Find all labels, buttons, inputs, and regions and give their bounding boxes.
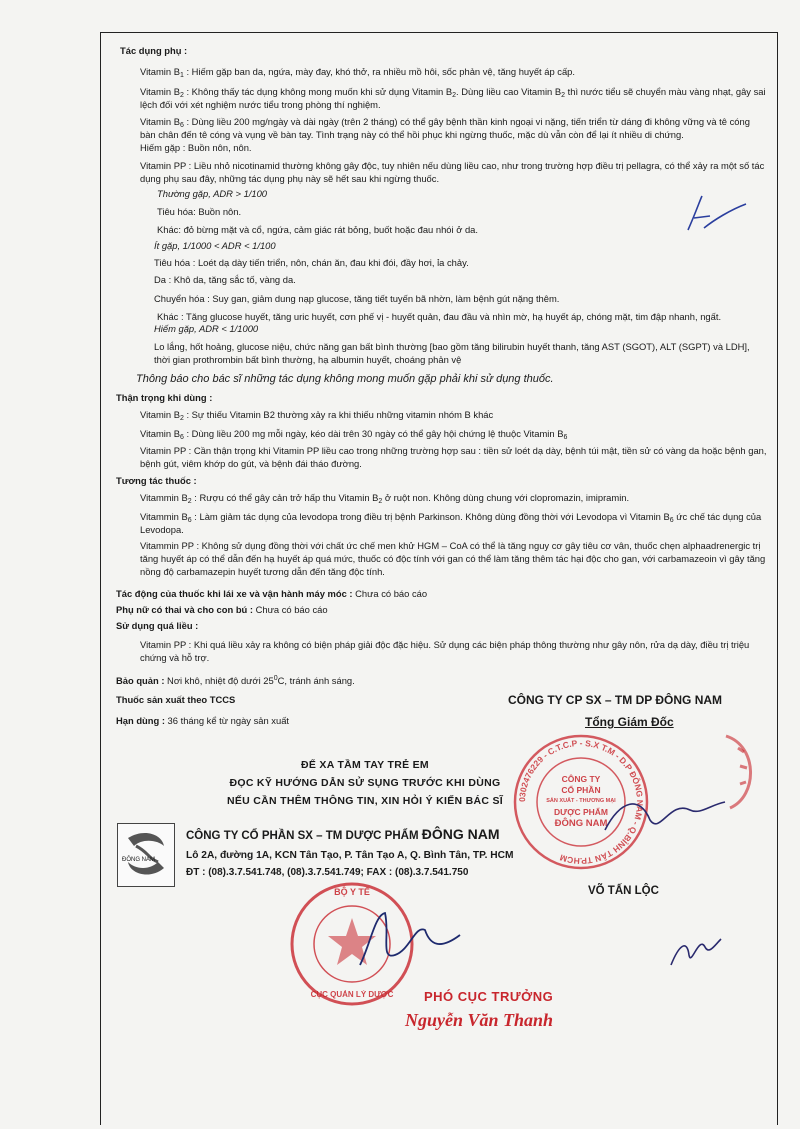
uncommon-metabolic: Chuyển hóa : Suy gan, giảm dung nạp glucose, tăng tiết tuyến bã nhờn, làm bệnh gút nặng thêm. — [154, 293, 560, 304]
manufacturer-logo — [117, 823, 175, 887]
uncommon-digestive: Tiêu hóa : Loét dạ dày tiến triển, nôn, chán ăn, đau khi đói, đầy hơi, ỉa chảy. — [154, 257, 469, 268]
common-other: Khác: đỏ bừng mặt và cổ, ngứa, cảm giác rát bỏng, buốt hoặc đau nhói ở da. — [157, 224, 478, 235]
common-heading: Thường gặp, ADR > 1/100 — [157, 188, 268, 199]
precaution-b6: Vitamin $B_6$ : Dùng liều 200 mg mỗi ngày, kéo dài trên 30 ngày có thể gây hội chứng lệ thuộc Vitamin $B_6$ — [140, 428, 568, 441]
ministry-stamp-bottom: CỤC QUẢN LÝ DƯỢC — [310, 990, 394, 999]
interactions-heading: Tương tác thuốc : — [116, 475, 197, 486]
approval-title: PHÓ CỤC TRƯỞNG — [424, 989, 554, 1004]
precaution-b2: Vitamin $B_2$ : Sự thiếu Vitamin B2 thường xảy ra khi thiếu những vitamin nhóm B khác — [140, 409, 494, 422]
side-effect-b6: Vitamin $B_6$ : Dùng liều 200 mg/ngày và dài ngày (trên 2 tháng) có thể gây bệnh thần kinh ngoại vi nặng, tiến triển từ dáng đi không vững và tê cóng bàn chân đến tê cóng và vụng về bàn tay. Tình trạng này có thể hồi phục khi ngừng thuốc, mặc dù vẫn còn để lại ít nhiều di chứng. Hiếm gặp : Buồn nôn, nôn. — [140, 116, 750, 153]
overdose-heading: Sử dụng quá liều : — [116, 620, 199, 631]
approval-signature-icon — [350, 905, 470, 975]
uncommon-other: Khác : Tăng glucose huyết, tăng uric huyết, cơn phế vị - huyết quản, đau đầu và nhìn mờ, hạ huyết áp, chóng mặt, tim đập nhanh, ngất. — [157, 311, 722, 322]
signatory-title: Tổng Giám Đốc — [585, 715, 674, 729]
side-effect-b1: Vitamin $B_1$ : Hiếm gặp ban da, ngứa, mày đay, khó thở, ra nhiều mồ hôi, sốc phản vệ, tăng huyết áp cấp. — [140, 66, 575, 79]
interaction-b2: Vitammin $B_2$ : Rượu có thể gây cản trở hấp thu Vitamin $B_2$ ở ruột non. Không dùng chung với clopromazin, imipramin. — [140, 492, 630, 505]
company-stamp-ring: 0302476229 - C.T.C.P - S.X T.M - D.P ĐÔNG NAM - Q.BÌNH TÂN TP.HCM — [516, 737, 646, 867]
warning-line-1: ĐỂ XA TẦM TAY TRẺ EM — [301, 759, 429, 771]
manufacturer-address: Lô 2A, đường 1A, KCN Tân Tạo, P. Tân Tạo A, Q. Bình Tân, TP. HCM — [186, 850, 514, 861]
side-effects-heading: Tác dụng phụ : — [120, 45, 188, 56]
overdose-pp: Vitamin PP : Khi quá liều xảy ra không có biện pháp giải độc đặc hiệu. Sử dụng các biện pháp thông thường như gây nôn, rửa dạ dày, điều trị triệu chứng và hỗ trợ. — [140, 639, 750, 663]
logo-text: ĐÔNG NAM — [122, 857, 155, 863]
company-stamp-text: CÔNG TY CỔ PHẦN SẢN XUẤT - THƯƠNG MẠI DƯỢC PHẨM ĐÔNG NAM — [546, 774, 616, 829]
uncommon-heading: Ít gặp, 1/1000 < ADR < 1/100 — [154, 240, 276, 251]
ministry-stamp-top: BỘ Y TẾ — [334, 887, 370, 897]
expiry-row: Hạn dùng : 36 tháng kể từ ngày sản xuất — [116, 715, 290, 726]
pregnancy-row: Phụ nữ có thai và cho con bú : Chưa có báo cáo — [116, 604, 328, 615]
manufacturer-phone: ĐT : (08).3.7.541.748, (08).3.7.541.749; FAX : (08).3.7.541.750 — [186, 867, 469, 878]
storage-row: Bảo quản : Nơi khô, nhiệt độ dưới $25^0C$, tránh ánh sáng. — [116, 675, 355, 687]
interaction-b6: Vitammin $B_6$ : Làm giảm tác dụng của levodopa trong điều trị bệnh Parkinson. Không dùng đồng thời với Levodopa vì Vitamin $B_6$ ức chế tác dụng của Levodopa. — [140, 511, 762, 535]
initials-signature-icon — [665, 925, 725, 975]
manufacturer-name: CÔNG TY CỔ PHẦN SX – TM DƯỢC PHẨM ĐÔNG NAM — [186, 826, 500, 842]
rare-heading: Hiếm gặp, ADR < 1/1000 — [154, 323, 259, 334]
side-effect-b2: Vitamin $B_2$ : Không thấy tác dụng không mong muốn khi sử dụng Vitamin $B_2$. Dùng liều cao Vitamin $B_2$ thì nước tiểu sẽ chuyển màu vàng nhạt, gây sai lệch đối với xét nghiệm nước tiểu trong phòng thí nghiệm. — [140, 86, 766, 110]
notify-doctor: Thông báo cho bác sĩ những tác dụng không mong muốn gặp phải khi sử dụng thuốc. — [136, 373, 554, 385]
warning-line-3: NẾU CẦN THÊM THÔNG TIN, XIN HỎI Ý KIẾN BÁC SĨ — [226, 795, 503, 807]
standard-text: Thuốc sản xuất theo TCCS — [116, 694, 236, 705]
interaction-pp: Vitammin PP : Không sử dụng đồng thời với chất ức chế men khử HGM – CoA có thể là tăng nguy cơ gây tiêu cơ vân, thuốc chẹn alphaadrenergic trị tăng huyết áp có thể dẫn đến hạ huyết áp quá mức, thuốc có độc tính với gan có thể làm tăng thêm tác hại độc cho gan, với carbamazeoin vì gây tăng nồng độ carbamazepin huyết tương dẫn đến tăng độc tính. — [140, 540, 766, 577]
precautions-heading: Thận trọng khi dùng : — [116, 392, 213, 403]
page-initials-icon — [680, 192, 750, 237]
driving-row: Tác động của thuốc khi lái xe và vận hành máy móc : Chưa có báo cáo — [116, 588, 428, 599]
signatory-name: VÕ TẤN LỘC — [588, 885, 659, 897]
director-signature-icon — [600, 790, 730, 840]
signatory-company: CÔNG TY CP SX – TM DP ĐÔNG NAM — [508, 693, 723, 707]
warning-line-2: ĐỌC KỸ HƯỚNG DẪN SỬ SỤNG TRƯỚC KHI DÙNG — [229, 777, 501, 789]
approval-name: Nguyễn Văn Thanh — [405, 1010, 554, 1030]
rare-text: Lo lắng, hốt hoảng, glucose niệu, chức năng gan bất bình thường [bao gồm tăng bilirubin huyết thanh, tăng AST (SGOT), ALT (SGPT) và LDH], thời gian prothrombin bất bình thường, hạ albumin huyết, choáng phản vệ — [154, 341, 750, 365]
precaution-pp: Vitamin PP : Cần thận trọng khi Vitamin PP liều cao trong những trường hợp sau : tiền sử loét dạ dày, bệnh túi mật, tiền sử có vàng da hoặc bệnh gan, bệnh gút, viêm khớp do gút, và bệnh đái tháo đường. — [140, 445, 767, 469]
side-effect-pp: Vitamin PP : Liều nhỏ nicotinamid thường không gây độc, tuy nhiên nếu dùng liều cao, như trong trường hợp điều trị pellagra, có thể xảy ra một số tác dụng phụ sau đây, những tác dụng phụ này sẽ hết sau khi ngừng thuốc. — [140, 160, 765, 184]
common-digestive: Tiêu hóa: Buồn nôn. — [157, 206, 242, 217]
uncommon-skin: Da : Khô da, tăng sắc tố, vàng da. — [154, 274, 296, 285]
